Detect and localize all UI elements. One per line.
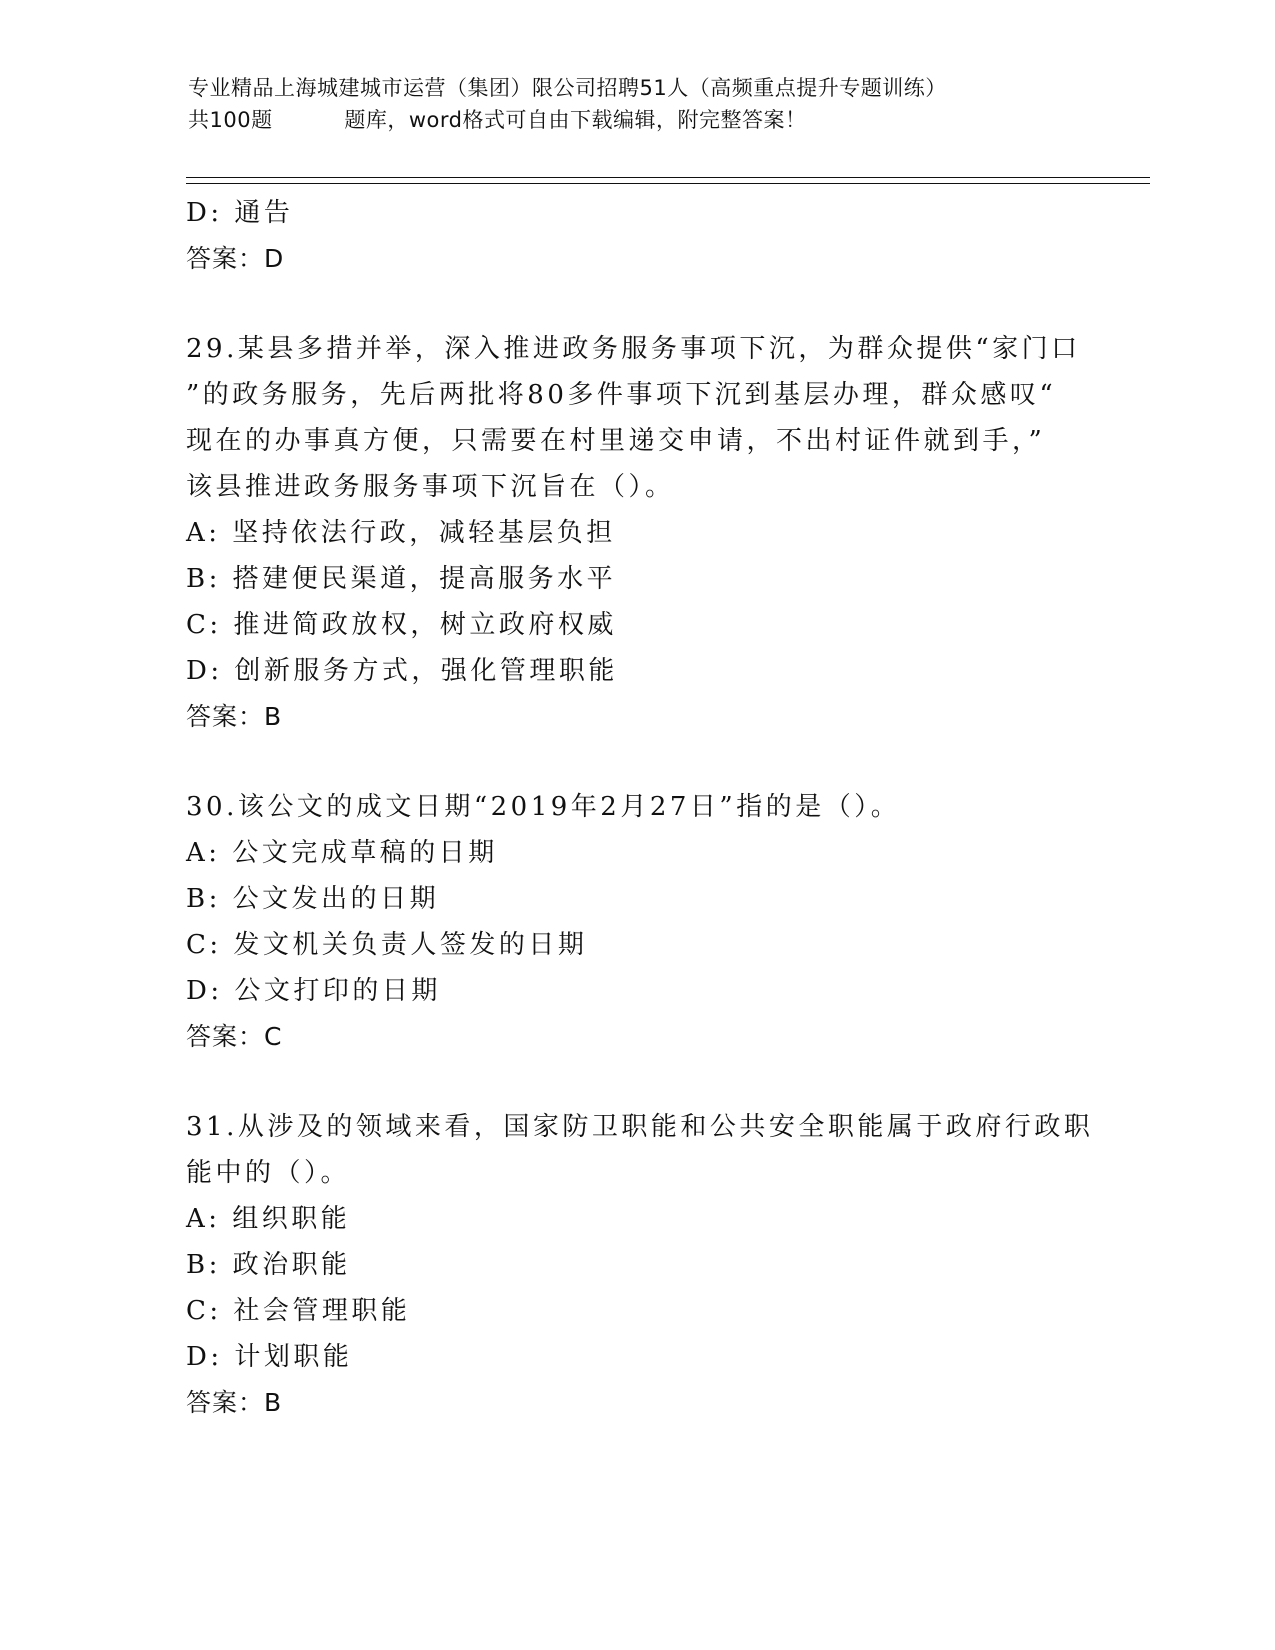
answer-line: 答案：B: [186, 702, 283, 731]
question-line: 31.从涉及的领域来看，国家防卫职能和公共安全职能属于政府行政职: [186, 1112, 1094, 1142]
question-text: [186, 784, 1066, 830]
question-line: 能中的（）。: [186, 1158, 351, 1188]
question-line: 现在的办事真方便，只需要在村里递交申请，不出村证件就到手，”: [186, 426, 1046, 456]
answer-line: 答案：C: [186, 1022, 283, 1051]
previous-question-tail: [186, 190, 1086, 282]
option-b: B: 公文发出的日期: [186, 884, 440, 914]
question-line: 该县推进政务服务事项下沉旨在（）。: [186, 472, 675, 502]
option-c: C: 社会管理职能: [186, 1296, 411, 1326]
header-rule-top: [186, 177, 1150, 178]
page-header: [188, 72, 1088, 136]
header-rule-bottom: [186, 183, 1150, 184]
header-title: 专业精品上海城建城市运营（集团）限公司招聘51人（高频重点提升专题训练）: [188, 76, 947, 100]
option-a: A: 组织职能: [186, 1204, 351, 1234]
question-list: [186, 190, 1094, 1426]
option-a: A: 坚持依法行政，减轻基层负担: [186, 518, 616, 548]
option-b: B: 政治职能: [186, 1250, 351, 1280]
question-line: 29.某县多措并举，深入推进政务服务事项下沉，为群众提供“家门口: [186, 334, 1081, 364]
option-d: D: 计划职能: [186, 1342, 353, 1372]
answer-line: 答案：D: [186, 244, 285, 273]
question-text: [186, 326, 1081, 510]
question-31: [186, 1104, 1094, 1426]
option-b: B: 搭建便民渠道，提高服务水平: [186, 564, 617, 594]
option-a: A: 公文完成草稿的日期: [186, 838, 498, 868]
question-line: 30.该公文的成文日期“2019年2月27日”指的是（）。: [186, 792, 901, 822]
answer-line: 答案：B: [186, 1388, 283, 1417]
question-29: [186, 326, 1086, 740]
option-c: C: 推进简政放权，树立政府权威: [186, 610, 617, 640]
question-30: [186, 784, 1086, 1060]
header-subtitle: 共100题 题库，word格式可自由下载编辑，附完整答案！: [188, 108, 807, 132]
option-d: D: 创新服务方式，强化管理职能: [186, 656, 618, 686]
question-text: [186, 1104, 1094, 1196]
option-d: D: 通告: [186, 198, 294, 228]
option-c: C: 发文机关负责人签发的日期: [186, 930, 588, 960]
option-d: D: 公文打印的日期: [186, 976, 441, 1006]
question-line: ”的政务服务，先后两批将80多件事项下沉到基层办理，群众感叹“: [186, 380, 1057, 410]
